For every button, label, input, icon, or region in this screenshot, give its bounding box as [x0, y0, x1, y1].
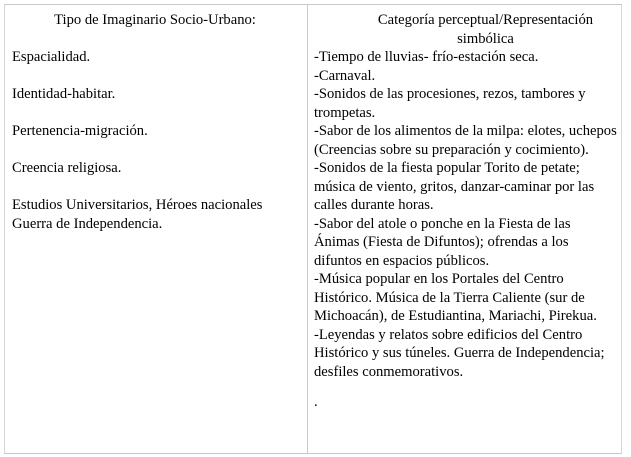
right-item-carnival: -Carnaval.: [314, 67, 376, 84]
left-item-studies-heroes: Estudios Universitarios, Héroes nacionales Guerra de Independencia.: [12, 197, 263, 232]
right-item-popular-music: -Música popular en los Portales del Centro Histórico. Música de la Tierra Caliente (sur de Michoacán), de Estudiantina, Mariachi, Pirekua.: [314, 271, 597, 324]
right-item-animas-fiesta: -Sabor del atole o ponche en la Fiesta de las Ánimas (Fiesta de Difuntos); ofrendas a los difuntos en espacios públicos.: [314, 215, 571, 269]
right-column-header: Categoría perceptual/Representación simbólica: [377, 12, 594, 47]
right-item-milpa-food: -Sabor de los alimentos de la milpa: elotes, uchepos (Creencias sobre su preparación y cocimiento).: [314, 123, 617, 158]
left-item-religious-belief: Creencia religiosa.: [12, 160, 122, 176]
right-item-torito-fiesta: -Sonidos de la fiesta popular Torito de petate; música de viento, gritos, danzar-caminar por las calles durante horas.: [314, 160, 595, 213]
left-column: [12, 11, 298, 252]
column-divider: [307, 5, 308, 453]
left-item-spatiality: Espacialidad.: [12, 49, 91, 65]
right-column: [314, 11, 617, 412]
right-item-processions: -Sonidos de las procesiones, rezos, tambores y trompetas.: [314, 86, 586, 121]
left-item-belonging: Pertenencia-migración.: [12, 123, 148, 139]
left-item-identity: Identidad-habitar.: [12, 86, 116, 102]
right-item-legends: -Leyendas y relatos sobre edificios del Centro Histórico y sus túneles. Guerra de Independencia; desfiles conmemorativos.: [314, 326, 605, 380]
right-item-weather: -Tiempo de lluvias- frío-estación seca.: [314, 49, 539, 65]
left-column-header: Tipo de Imaginario Socio-Urbano:: [54, 12, 256, 28]
trailing-period: .: [314, 394, 318, 410]
categories-table: [4, 4, 622, 454]
